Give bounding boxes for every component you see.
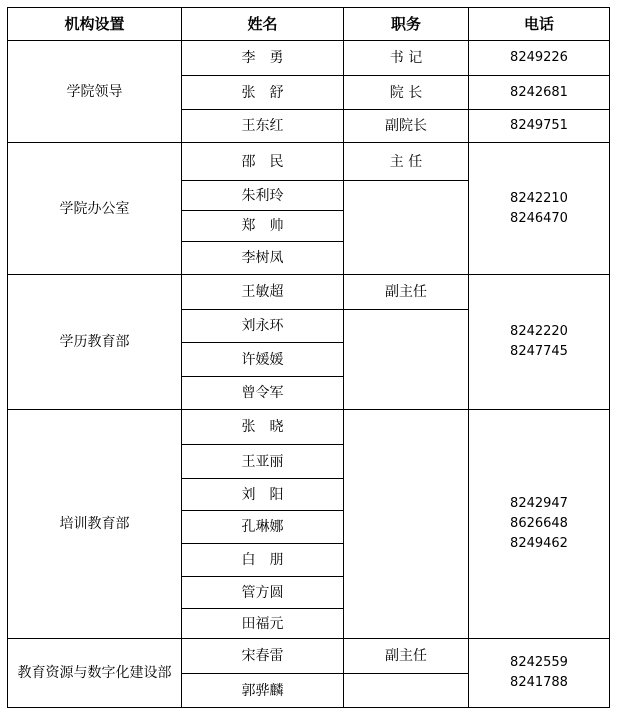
title-cell-empty [344, 674, 469, 708]
org-cell: 学院办公室 [8, 143, 182, 275]
name-cell: 郭骅麟 [182, 674, 344, 708]
phone-number: 8242210 [510, 190, 568, 206]
title-cell: 主 任 [344, 143, 469, 181]
name-cell: 田福元 [182, 609, 344, 639]
header-title: 职务 [344, 8, 469, 41]
title-cell: 副院长 [344, 110, 469, 143]
phone-cell [469, 410, 610, 639]
org-cell: 教育资源与数字化建设部 [8, 639, 182, 708]
phone-number: 8242220 [510, 324, 568, 339]
name-cell: 朱利玲 [182, 181, 344, 211]
header-row [8, 8, 610, 41]
title-cell: 书 记 [344, 41, 469, 76]
title-cell-empty [344, 410, 469, 639]
name-cell: 刘 阳 [182, 479, 344, 511]
name-cell: 刘永环 [182, 310, 344, 343]
phone-number: 8247745 [510, 344, 568, 359]
name-cell: 王敏超 [182, 275, 344, 310]
name-cell: 孔琳娜 [182, 511, 344, 544]
phone-number: 8246470 [510, 210, 568, 226]
name-cell: 郑 帅 [182, 211, 344, 242]
phone-cell: 8249226 [469, 41, 610, 76]
name-cell: 宋春雷 [182, 639, 344, 674]
name-cell: 王亚丽 [182, 445, 344, 479]
name-cell: 曾令军 [182, 377, 344, 410]
phone-cell: 8249751 [469, 110, 610, 143]
phone-number: 8249462 [510, 536, 568, 551]
title-cell-empty [344, 181, 469, 275]
org-cell: 培训教育部 [8, 410, 182, 639]
name-cell: 王东红 [182, 110, 344, 143]
name-cell: 李树凤 [182, 242, 344, 275]
name-cell: 白 朋 [182, 544, 344, 577]
header-name: 姓名 [182, 8, 344, 41]
table-row [8, 639, 610, 674]
name-cell: 管方圆 [182, 577, 344, 609]
phone-cell [469, 275, 610, 410]
table-row [8, 41, 610, 76]
name-cell: 许媛媛 [182, 343, 344, 377]
header-org: 机构设置 [8, 8, 182, 41]
header-phone: 电话 [469, 8, 610, 41]
table-row [8, 275, 610, 310]
name-cell: 张 晓 [182, 410, 344, 445]
title-cell: 院 长 [344, 76, 469, 110]
title-cell: 副主任 [344, 275, 469, 310]
name-cell: 张 舒 [182, 76, 344, 110]
table-row [8, 410, 610, 445]
phone-cell: 8242681 [469, 76, 610, 110]
phone-number: 8242947 [510, 496, 568, 511]
table-row [8, 143, 610, 181]
title-cell: 副主任 [344, 639, 469, 674]
phone-number: 8241788 [510, 675, 568, 690]
phone-cell [469, 143, 610, 275]
phone-cell [469, 639, 610, 708]
phone-number: 8242559 [510, 655, 568, 670]
phone-number: 8626648 [510, 516, 568, 531]
staff-directory-table [7, 7, 610, 708]
org-cell: 学历教育部 [8, 275, 182, 410]
name-cell: 李 勇 [182, 41, 344, 76]
name-cell: 邵 民 [182, 143, 344, 181]
org-cell: 学院领导 [8, 41, 182, 143]
title-cell-empty [344, 310, 469, 410]
